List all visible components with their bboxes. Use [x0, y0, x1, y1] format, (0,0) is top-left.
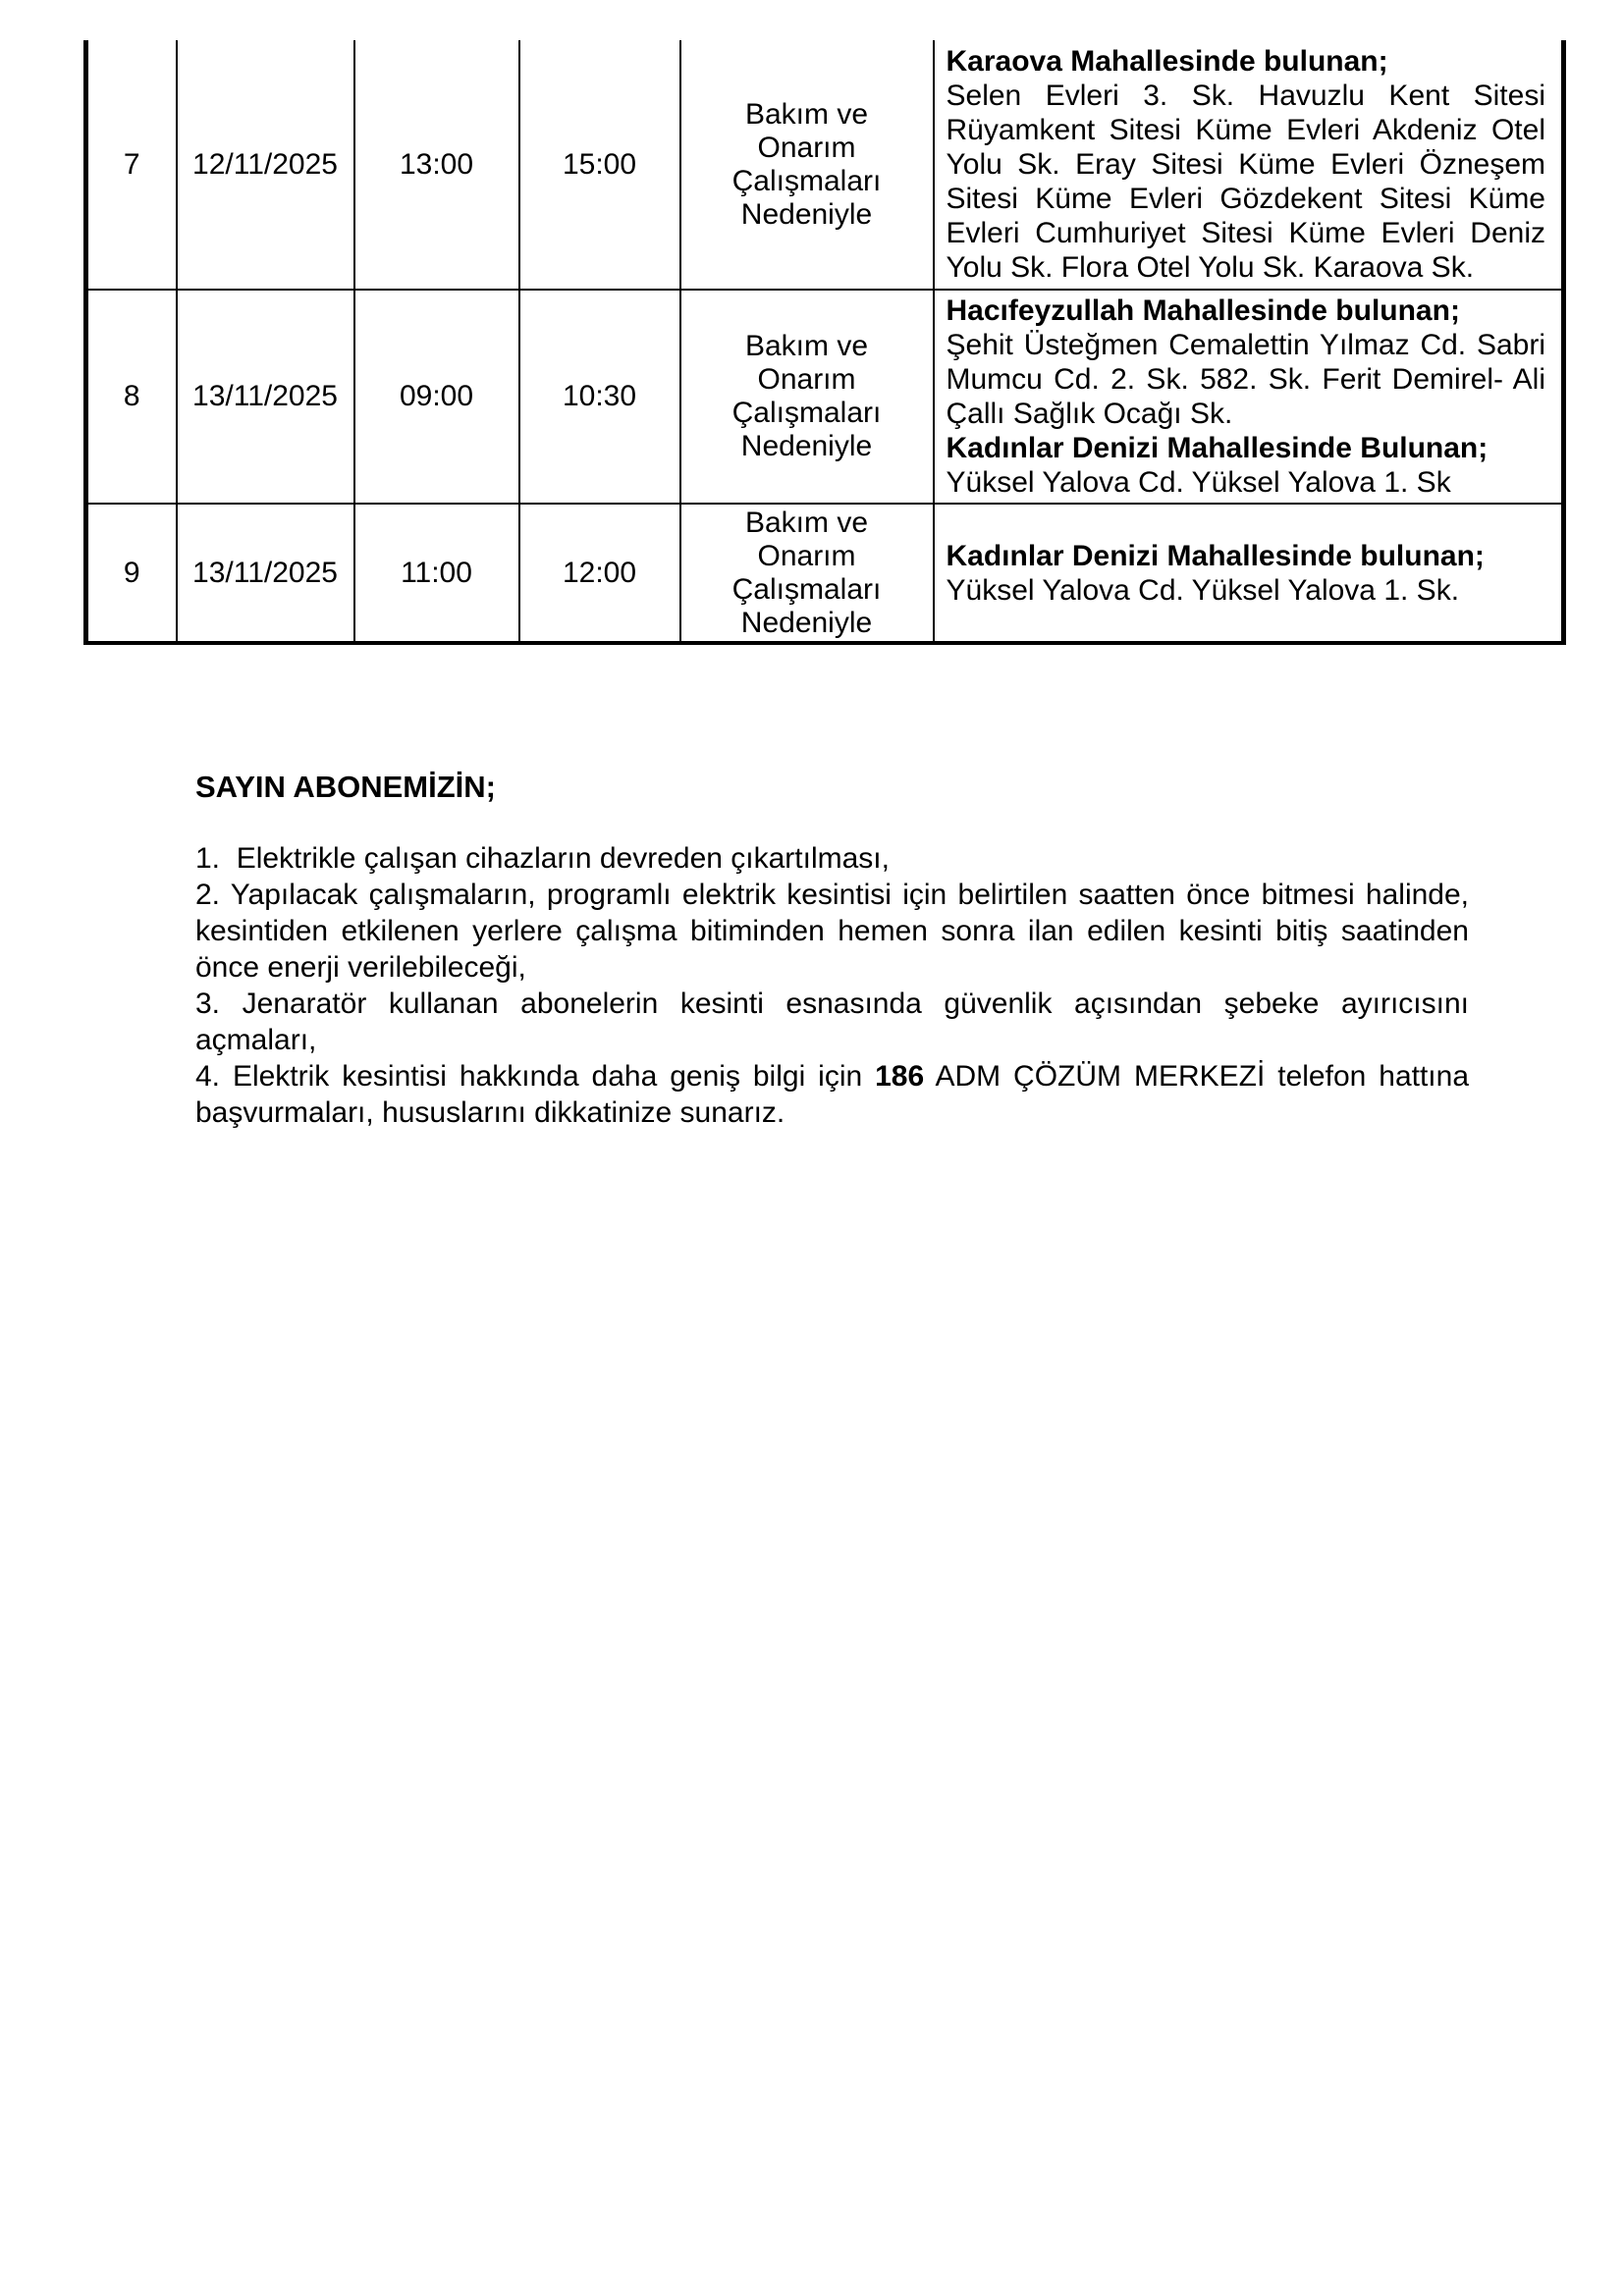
outage-schedule-table: [83, 40, 1566, 645]
notice-item: [195, 840, 1469, 877]
table-row: [86, 40, 1564, 290]
area-heading: Kadınlar Denizi Mahallesinde Bulunan;: [946, 432, 1489, 464]
subscriber-notice: [195, 769, 1469, 1131]
notice-item: [195, 1058, 1469, 1131]
reason-cell: Bakım ve Onarım Çalışmaları Nedeniyle: [680, 504, 934, 643]
reason-cell: Bakım ve Onarım Çalışmaları Nedeniyle: [680, 40, 934, 290]
notice-item-text: 2. Yapılacak çalışmaların, programlı elektrik kesintisi için belirtilen saatten önce bitmesi halinde, kesintiden etkilenen yerlere çalışma bitiminden hemen sonra ilan edilen kesinti bitiş saatinden önce enerji verilebileceği,: [195, 879, 1469, 984]
area-heading: Kadınlar Denizi Mahallesinde bulunan;: [946, 539, 1485, 572]
row-number-cell: 8: [86, 290, 177, 504]
area-streets: Yüksel Yalova Cd. Yüksel Yalova 1. Sk.: [946, 573, 1460, 607]
start-time-cell: 09:00: [354, 290, 519, 504]
reason-cell: Bakım ve Onarım Çalışmaları Nedeniyle: [680, 290, 934, 504]
date-cell: 13/11/2025: [177, 504, 354, 643]
notice-item: [195, 877, 1469, 986]
table-row: [86, 504, 1564, 643]
date-cell: 12/11/2025: [177, 40, 354, 290]
area-heading: Karaova Mahallesinde bulunan;: [946, 45, 1388, 78]
table-row: [86, 290, 1564, 504]
notice-item-text: ADM ÇÖZÜM MERKEZİ telefon hattına başvurmaları, hususlarını dikkatinize sunarız.: [195, 1060, 1470, 1129]
area-heading: Hacıfeyzullah Mahallesinde bulunan;: [946, 294, 1460, 327]
start-time-cell: 11:00: [354, 504, 519, 643]
end-time-cell: 12:00: [519, 504, 680, 643]
notice-item-bold-text: 186: [875, 1060, 925, 1093]
areas-cell: [934, 504, 1564, 643]
notice-items: [195, 840, 1469, 1131]
date-cell: 13/11/2025: [177, 290, 354, 504]
area-streets: Selen Evleri 3. Sk. Havuzlu Kent Sitesi Rüyamkent Sitesi Küme Evleri Akdeniz Otel Yolu Sk. Eray Sitesi Küme Evleri Özneşem Sitesi Küme Evleri Gözdekent Sitesi Küme Evleri Cumhuriyet Sitesi Küme Evleri Deniz Yolu Sk. Flora Otel Yolu Sk. Karaova Sk.: [946, 80, 1545, 284]
end-time-cell: 10:30: [519, 290, 680, 504]
areas-cell: [934, 290, 1564, 504]
area-streets: Şehit Üsteğmen Cemalettin Yılmaz Cd. Sabri Mumcu Cd. 2. Sk. 582. Sk. Ferit Demirel- Ali Çallı Sağlık Ocağı Sk.: [946, 329, 1545, 430]
outage-table-body: [86, 40, 1564, 643]
notice-item-text: 4. Elektrik kesintisi hakkında daha geniş bilgi için: [195, 1060, 876, 1093]
notice-item-text: 3. Jenaratör kullanan abonelerin kesinti esnasında güvenlik açısından şebeke ayırıcısını açmaları,: [195, 988, 1469, 1056]
notice-heading: SAYIN ABONEMİZİN;: [195, 770, 497, 804]
row-number-cell: 7: [86, 40, 177, 290]
end-time-cell: 15:00: [519, 40, 680, 290]
start-time-cell: 13:00: [354, 40, 519, 290]
row-number-cell: 9: [86, 504, 177, 643]
areas-cell: [934, 40, 1564, 290]
area-streets: Yüksel Yalova Cd. Yüksel Yalova 1. Sk: [946, 466, 1451, 499]
notice-item: [195, 986, 1469, 1058]
notice-item-text: 1. Elektrikle çalışan cihazların devreden çıkartılması,: [195, 842, 890, 875]
